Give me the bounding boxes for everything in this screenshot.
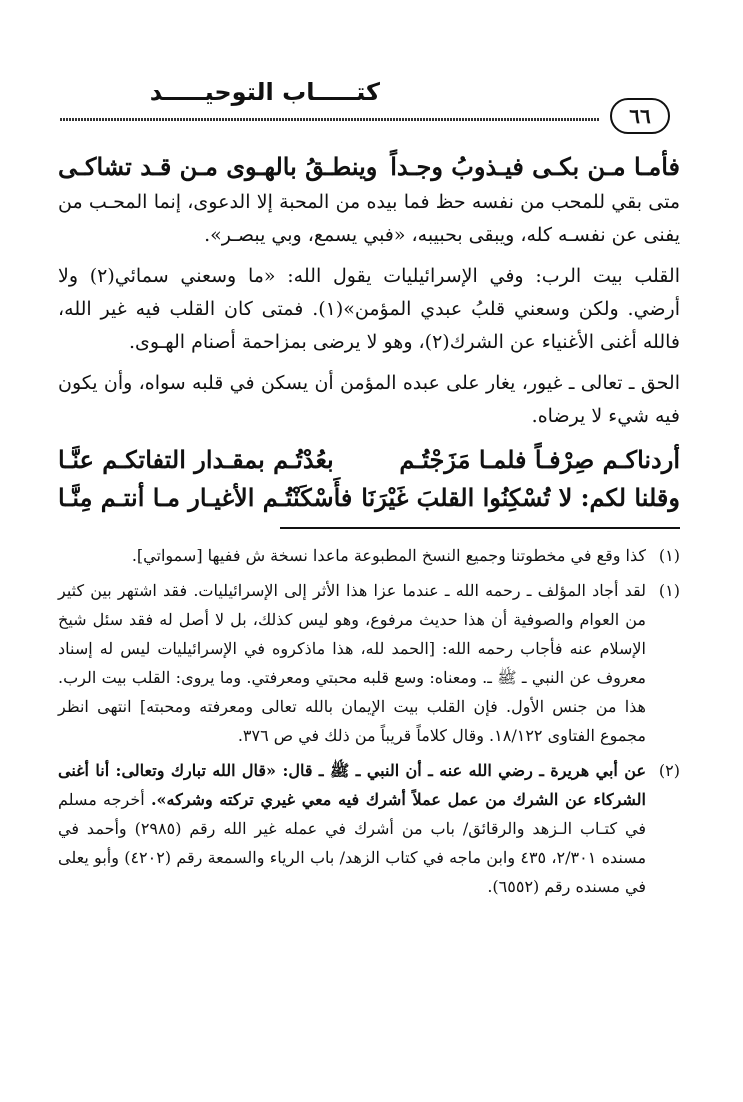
page-header <box>60 78 690 148</box>
verse-right-hemistich: وقلنا لكم: لا تُسْكِنُوا القلبَ غَيْرَنَا <box>361 483 680 512</box>
paragraph: القلب بيت الرب: وفي الإسرائيليات يقول الله: «ما وسعني سمائي(٢) ولا أرضي. ولكن وسعني قلبُ عبدي المؤمن»(١). فمتى كان القلب فيه غير الله، فالله أغنى الأغنياء عن الشرك(٢)، وهو لا يرضى بمزاحمة أصنام الهـوى. <box>58 265 681 353</box>
header-rule <box>60 118 600 121</box>
book-title: كتـــــاب التوحيـــــد <box>149 78 380 106</box>
paragraph: الحق ـ تعالى ـ غيور، يغار على عبده المؤمن أن يسكن في قلبه سواه، وأن يكون فيه شيء لا يرضاه. <box>58 372 680 427</box>
verse-right-hemistich: فأمـا مـن بكـى فيـذوبُ وجـداً <box>390 152 680 181</box>
verse-left-hemistich: بعُدْتُـم بمقـدار التفاتكـم عنَّـا <box>58 445 334 474</box>
verse-left-hemistich: فأَسْكَنْتُـم الأغيـار مـا أنتـم مِنَّـا <box>58 483 353 512</box>
footnote-divider <box>280 527 680 529</box>
verse-line <box>58 441 680 479</box>
footnote <box>58 541 680 570</box>
footnote-number: (١) <box>658 581 680 600</box>
footnote-number: (١) <box>658 546 680 565</box>
verse-line <box>58 479 680 517</box>
hadith-text: عن أبي هريرة ـ رضي الله عنه ـ أن النبي ـ ﷺ ـ قال: «قال الله تبارك وتعالى: أنا أغنى الشركاء عن الشرك من عمل عملاً أشرك فيه معي غيري تركته وشركه». <box>58 761 646 809</box>
footnote <box>58 576 680 750</box>
footnote <box>58 756 680 901</box>
footnote-number: (٢) <box>658 761 680 780</box>
footnote-text: أخرجه مسلم في كتـاب الـزهد والرقائق/ باب من أشرك في عمله غير الله رقم (٢٩٨٥) وأحمد في مسنده ٢/٣٠١، ٤٣٥ وابن ماجه في كتاب الزهد/ باب الرياء والسمعة رقم (٤٢٠٢) وأبو يعلى في مسنده رقم (٦٥٥٢). <box>58 790 647 896</box>
footnote-body <box>58 756 646 901</box>
footnote-text: لقد أجاد المؤلف ـ رحمه الله ـ عندما عزا هذا الأثر إلى الإسرائيليات. فقد اشتهر بين كثير من العوام والصوفية أن هذا حديث مرفوع، وهو ليس كذلك، بل لا أصل له فقد سئل شيخ الإسلام عنه فأجاب رحمه الله: [الحمد لله، هذا ماذكروه في الإسرائيليات ليس له إسناد معروف عن النبي ـ ﷺ ـ. ومعناه: وسع قلبه محبتي ومعرفتي. وما يروى: القلب بيت الرب. هذا من جنس الأول. فإن القلب بيت الإيمان بالله تعالى ومعرفته ومحبته] انتهى انظر مجموع الفتاوى ١٨/١٢٢. وقال كلاماً قريباً من ذلك في ص ٣٧٦. <box>58 581 646 745</box>
paragraph: متى بقي للمحب من نفسه حظ فما بيده من المحبة إلا الدعوى، إنما المحـب من يفنى عن نفسـه كله، ويبقى بحبيبه، «فبي يسمع، وبي يبصـر». <box>58 191 680 246</box>
page-number: ٦٦ <box>610 98 670 134</box>
verse-right-hemistich: أردناكـم صِرْفـاً فلمـا مَزَجْتُـم <box>399 445 680 474</box>
footnote-text: كذا وقع في مخطوتنا وجميع النسخ المطبوعة ماعدا نسخة ش ففيها [سمواتي]. <box>131 546 646 565</box>
verse-line <box>58 148 680 186</box>
verse-left-hemistich: وينطـقُ بالهـوى مـن قـد تشاكـى <box>58 152 378 181</box>
page-body <box>58 148 680 907</box>
